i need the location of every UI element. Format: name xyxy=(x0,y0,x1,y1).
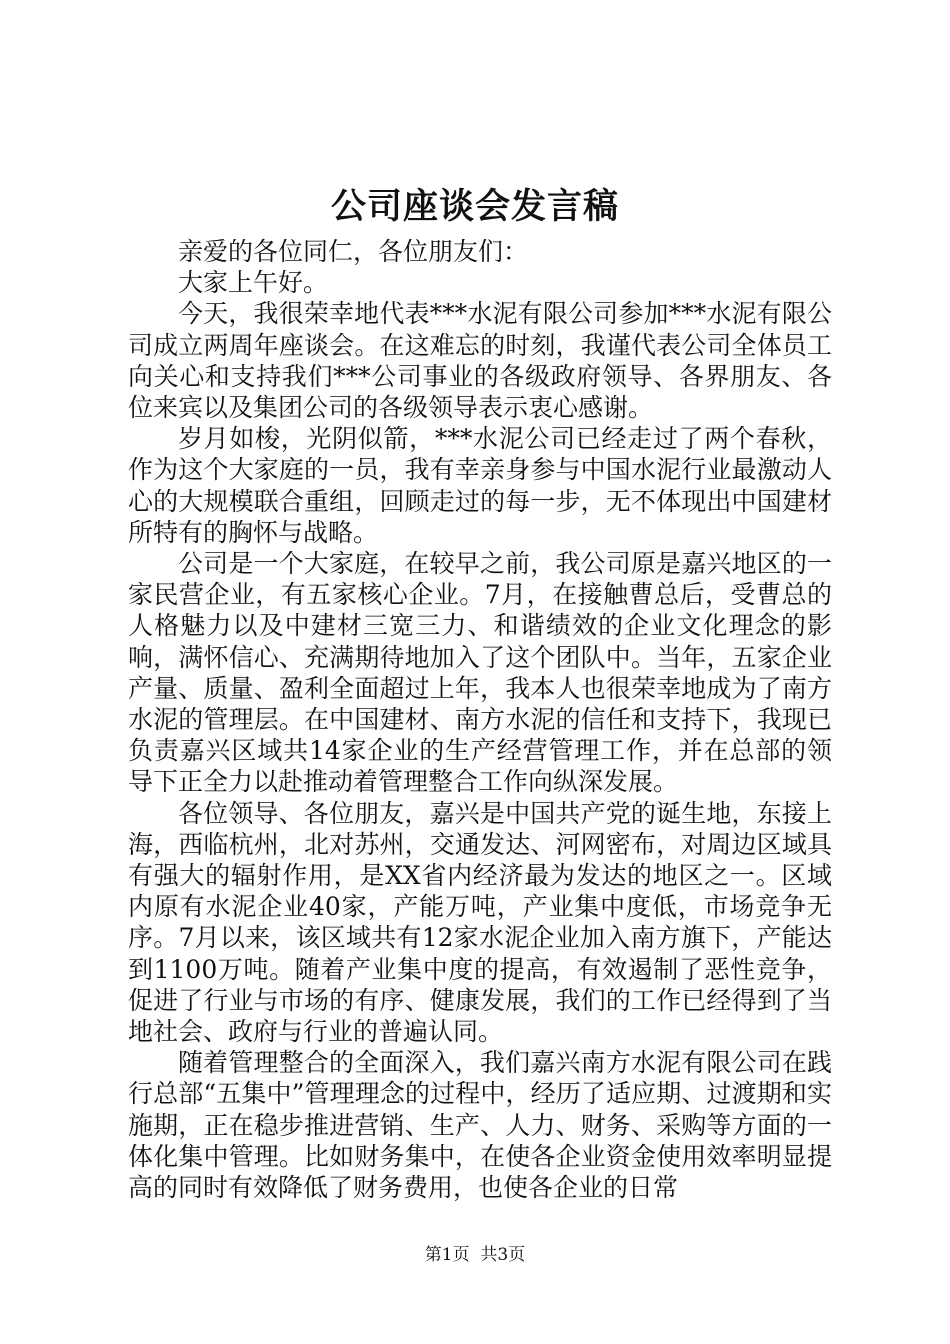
paragraph-greeting: 亲爱的各位同仁，各位朋友们： xyxy=(178,237,529,266)
paragraph-company: 公司是一个大家庭，在较早之前，我公司原是嘉兴地区的一家民营企业，有五家核心企业。7月，在接触曹总后，受曹总的人格魅力以及中建材三宽三力、和谐绩效的企业文化理念的影响，满怀信心、充满期待地加入了这个团队中。当年，五家企业产量、质量、盈利全面超过上年，我本人也很荣幸地成为了南方水泥的管理层。在中国建材、南方水泥的信任和支持下，我现已负责嘉兴区域共14家企业的生产经营管理工作，并在总部的领导下正全力以赴推动着管理整合工作向纵深发展。 xyxy=(128,549,832,797)
paragraph-region: 各位领导、各位朋友，嘉兴是中国共产党的诞生地，东接上海，西临杭州，北对苏州，交通发达、河网密布，对周边区域具有强大的辐射作用，是XX省内经济最为发达的地区之一。区域内原有水泥企业40家，产能万吨，产业集中度低，市场竞争无序。7月以来，该区域共有12家水泥企业加入南方旗下，产能达到1100万吨。随着产业集中度的提高，有效遏制了恶性竞争，促进了行业与市场的有序、健康发展，我们的工作已经得到了当地社会、政府与行业的普遍认同。 xyxy=(128,798,832,1047)
page-footer xyxy=(0,1244,950,1266)
page-number: 第1页 xyxy=(424,1245,470,1265)
document-title: 公司座谈会发言稿 xyxy=(330,186,619,227)
paragraph-integration: 随着管理整合的全面深入，我们嘉兴南方水泥有限公司在践行总部“五集中”管理理念的过程中，经历了适应期、过渡期和实施期，正在稳步推进营销、生产、人力、财务、采购等方面的一体化集中管理。比如财务集中，在使各企业资金使用效率明显提高的同时有效降低了财务费用，也使各企业的日常 xyxy=(128,1048,832,1203)
footer-separator xyxy=(470,1245,481,1265)
page-total: 共3页 xyxy=(480,1245,526,1265)
paragraph-intro: 今天，我很荣幸地代表***水泥有限公司参加***水泥有限公司成立两周年座谈会。在这难忘的时刻，我谨代表公司全体员工向关心和支持我们***公司事业的各级政府领导、各界朋友、各位来宾以及集团公司的各级领导表示衷心感谢。 xyxy=(128,299,832,423)
paragraph-salutation: 大家上午好。 xyxy=(178,268,329,298)
paragraph-history: 岁月如梭，光阴似箭，***水泥公司已经走过了两个春秋，作为这个大家庭的一员，我有幸亲身参与中国水泥行业最激动人心的大规模联合重组，回顾走过的每一步，无不体现出中国建材所特有的胸怀与战略。 xyxy=(128,424,832,547)
document-body xyxy=(128,236,832,1203)
